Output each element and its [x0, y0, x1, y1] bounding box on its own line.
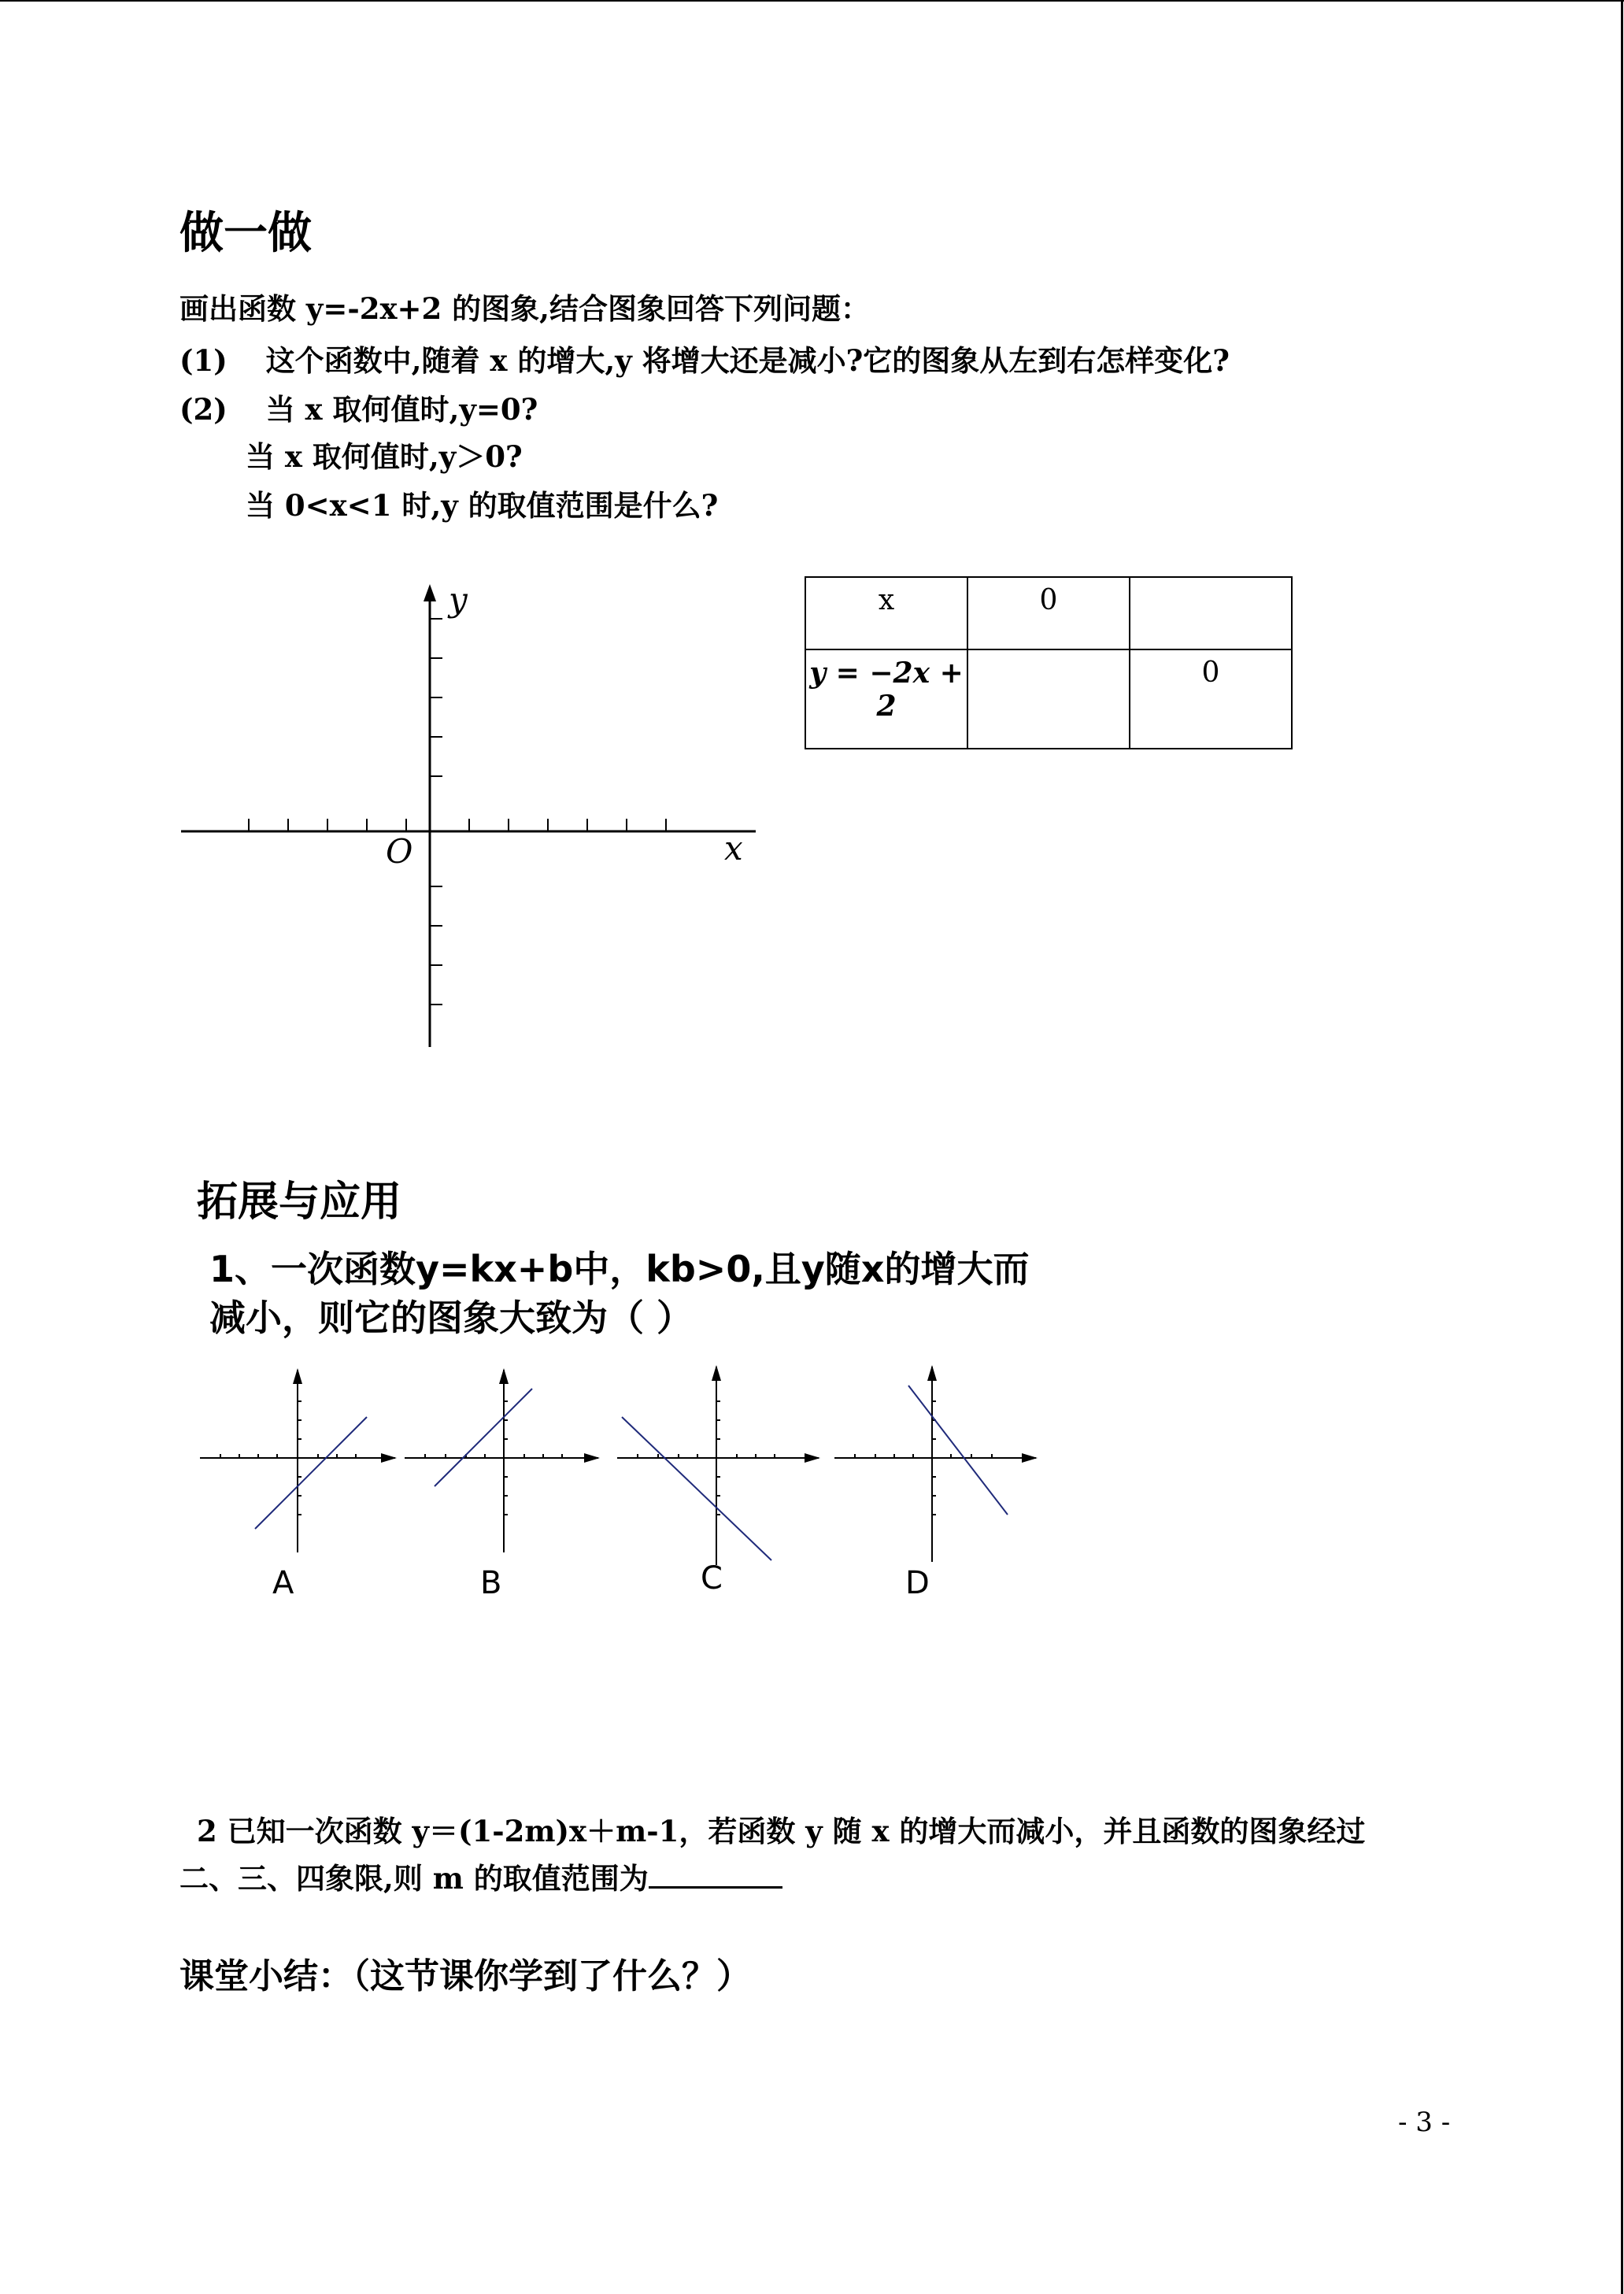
- question-2-line-2: 当 x 取何值时,y＞0?: [246, 439, 523, 474]
- origin-label: O: [386, 832, 413, 871]
- option-label-c[interactable]: C: [701, 1560, 723, 1597]
- coordinate-axes: [173, 575, 771, 1055]
- answer-blank[interactable]: [649, 1863, 782, 1889]
- extension-question-1-line-2: 减小，则它的图象大致为（ ）: [209, 1297, 694, 1339]
- option-d-line: [908, 1386, 1008, 1515]
- option-c-line: [622, 1417, 771, 1560]
- option-a-line: [255, 1417, 367, 1529]
- extension-question-1-line-1: 1、一次函数y=kx+b中，kb>0,且y随x的增大而: [209, 1248, 1030, 1290]
- x-axis-ticks: [249, 819, 666, 831]
- question-2-number: (2): [179, 392, 228, 427]
- do-it-intro: 画出函数 y=-2x+2 的图象,结合图象回答下列问题：: [179, 291, 871, 326]
- option-a-graph[interactable]: [200, 1370, 395, 1552]
- option-b-line: [435, 1389, 532, 1486]
- extension-question-2-line-2: [179, 1855, 782, 1897]
- extension-question-2-line-1: 2 已知一次函数 y＝(1-2m)x＋m-1，若函数 y 随 x 的增大而减小，并且函数的图象经过: [197, 1814, 1366, 1848]
- table-cell: [1130, 577, 1292, 649]
- table-row: [805, 577, 1292, 649]
- extension-question-2-text: 二、三、四象限,则 m 的取值范围为: [179, 1861, 649, 1896]
- table-cell-formula: y = −2x + 2: [805, 649, 967, 749]
- question-1-text: 这个函数中,随着 x 的增大,y 将增大还是减小?它的图象从左到右怎样变化?: [265, 343, 1230, 378]
- option-label-d[interactable]: D: [905, 1565, 930, 1601]
- class-summary: 课堂小结：（这节课你学到了什么？）: [179, 1956, 751, 1996]
- option-c-graph[interactable]: [617, 1367, 819, 1565]
- option-d-graph[interactable]: [834, 1367, 1036, 1562]
- table-cell: x: [805, 577, 967, 649]
- x-axis-label: x: [724, 829, 743, 868]
- question-1: [179, 337, 1230, 379]
- page-border-right: [1621, 0, 1623, 2294]
- y-axis-ticks: [430, 619, 442, 1005]
- question-2-line-3: 当 0<x<1 时,y 的取值范围是什么?: [246, 488, 719, 523]
- page-border-top: [0, 0, 1624, 2]
- y-axis-label: y: [449, 580, 468, 619]
- values-table: [805, 576, 1293, 749]
- question-2-line-1: 当 x 取何值时,y=0?: [265, 392, 538, 427]
- page-number: - 3 -: [1398, 2107, 1451, 2138]
- table-row: [805, 649, 1292, 749]
- extension-title: 拓展与应用: [197, 1178, 402, 1226]
- option-b-graph[interactable]: [405, 1370, 598, 1552]
- y-axis-arrow-icon: [424, 584, 436, 601]
- option-label-b[interactable]: B: [480, 1565, 502, 1601]
- table-cell: 0: [1130, 649, 1292, 749]
- table-cell: 0: [967, 577, 1130, 649]
- do-it-title: 做一做: [179, 207, 312, 259]
- question-2: [179, 386, 538, 428]
- option-label-a[interactable]: A: [272, 1565, 294, 1601]
- table-cell: [967, 649, 1130, 749]
- question-1-number: (1): [179, 343, 228, 378]
